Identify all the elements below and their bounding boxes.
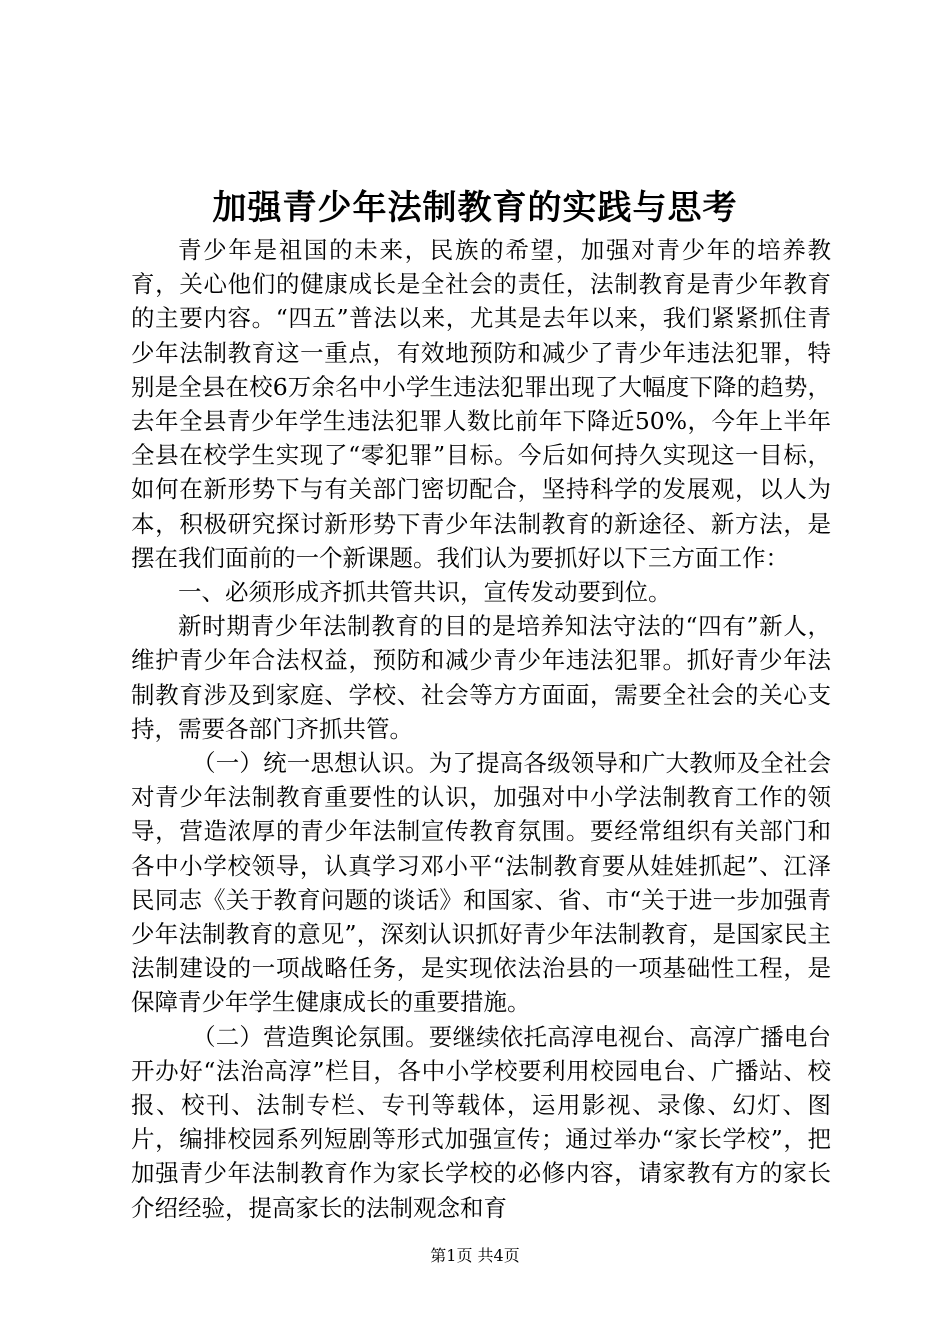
paragraph-section-1: 新时期青少年法制教育的目的是培养知法守法的“四有”新人，维护青少年合法权益，预防和减少青少年违法犯罪。抓好青少年法制教育涉及到家庭、学校、社会等方方面面，需要全社会的关心支持，需要各部门齐抓共管。 — [131, 612, 831, 743]
paragraph-subsection-1: （一）统一思想认识。为了提高各级领导和广大教师及全社会对青少年法制教育重要性的认识，加强对中小学法制教育工作的领导，营造浓厚的青少年法制宣传教育氛围。要经常组织有关部门和各中小学校领导，认真学习邓小平“法制教育要从娃娃抓起”、江泽民同志《关于教育问题的谈话》和国家、省、市“关于进一步加强青少年法制教育的意见”，深刻认识抓好青少年法制教育，是国家民主法制建设的一项战略任务，是实现依法治县的一项基础性工程，是保障青少年学生健康成长的重要措施。 — [131, 749, 831, 1017]
page-number-footer: 第1页 共4页 — [430, 1246, 520, 1265]
paragraph-intro: 青少年是祖国的未来，民族的希望，加强对青少年的培养教育，关心他们的健康成长是全社会的责任，法制教育是青少年教育的主要内容。“四五”普法以来，尤其是去年以来，我们紧紧抓住青少年法制教育这一重点，有效地预防和减少了青少年违法犯罪，特别是全县在校6万余名中小学生违法犯罪出现了大幅度下降的趋势，去年全县青少年学生违法犯罪人数比前年下降近50%，今年上半年全县在校学生实现了“零犯罪”目标。今后如何持久实现这一目标，如何在新形势下与有关部门密切配合，坚持科学的发展观，以人为本，积极研究探讨新形势下青少年法制教育的新途径、新方法，是摆在我们面前的一个新课题。我们认为要抓好以下三方面工作： — [131, 236, 831, 572]
document-body — [131, 233, 831, 1225]
section-heading-1: 一、必须形成齐抓共管共识，宣传发动要到位。 — [178, 578, 672, 607]
paragraph-subsection-2: （二）营造舆论氛围。要继续依托高淳电视台、高淳广播电台开办好“法治高淳”栏目，各中小学校要利用校园电台、广播站、校报、校刊、法制专栏、专刊等载体，运用影视、录像、幻灯、图片，编排校园系列短剧等形式加强宣传；通过举办“家长学校”，把加强青少年法制教育作为家长学校的必修内容，请家教有方的家长介绍经验，提高家长的法制观念和育 — [131, 1022, 831, 1222]
document-title: 加强青少年法制教育的实践与思考 — [212, 188, 738, 228]
